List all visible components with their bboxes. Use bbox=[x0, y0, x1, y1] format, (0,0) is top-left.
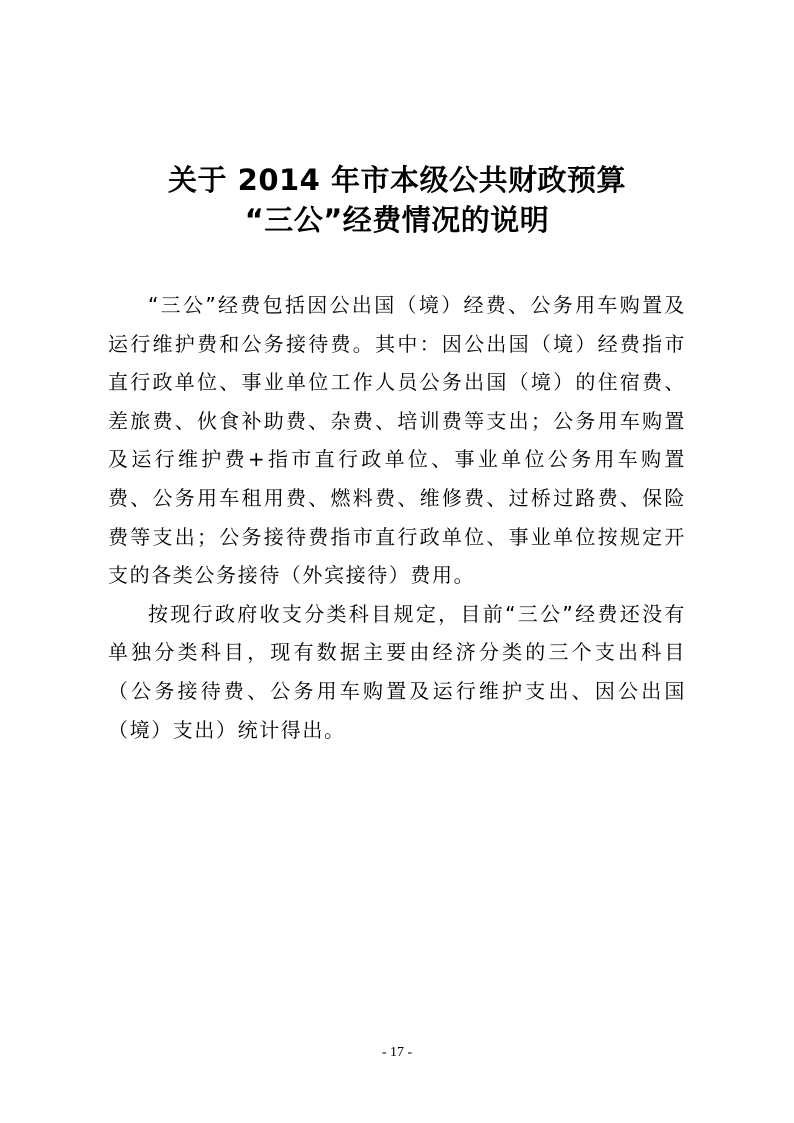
document-title-line-2: “三公”经费情况的说明 bbox=[244, 203, 550, 237]
page-number: - 17 - bbox=[381, 1045, 413, 1060]
body-paragraph-1: “三公”经费包括因公出国（境）经费、公务用车购置及运行维护费和公务接待费。其中：因公出国（境）经费指市直行政单位、事业单位工作人员公务出国（境）的住宿费、差旅费、伙食补助费、杂费、培训费等支出；公务用车购置及运行维护费+指市直行政单位、事业单位公务用车购置费、公务用车租用费、燃料费、维修费、过桥过路费、保险费等支出；公务接待费指市直行政单位、事业单位按规定开支的各类公务接待（外宾接待）费用。 bbox=[108, 293, 686, 588]
document-title-line-1: 关于 2014 年市本级公共财政预算 bbox=[168, 163, 626, 197]
document-body bbox=[108, 286, 686, 749]
body-paragraph-2: 按现行政府收支分类科目规定，目前“三公”经费还没有单独分类科目，现有数据主要由经济分类的三个支出科目（公务接待费、公务用车购置及运行维护支出、因公出国（境）支出）统计得出。 bbox=[108, 601, 686, 742]
